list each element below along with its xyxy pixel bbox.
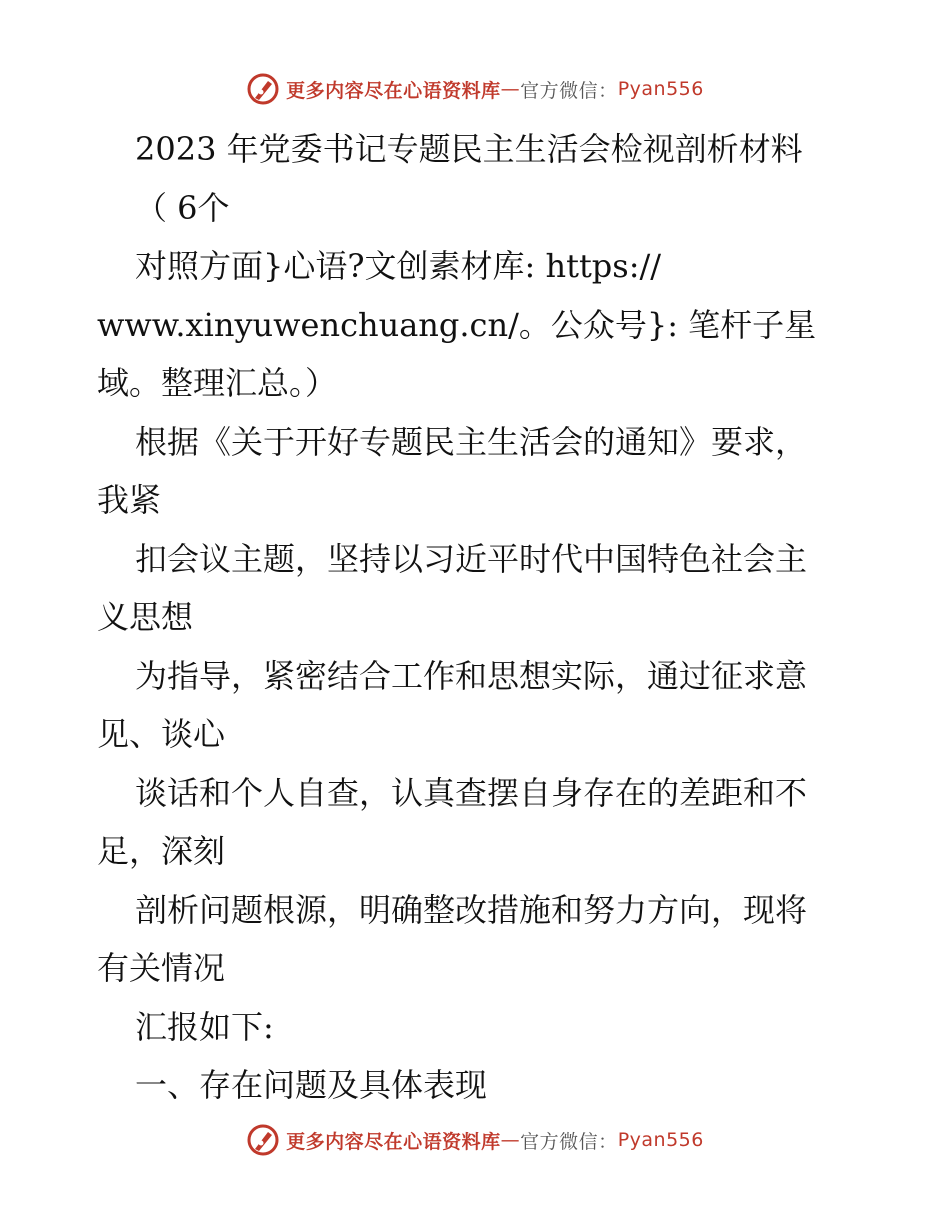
text-line: 足，深刻 <box>97 832 226 870</box>
text-line: 见、谈心 <box>97 715 226 753</box>
text-line: 我紧 <box>97 481 162 519</box>
text-line: 谈话和个人自查，认真查摆自身存在的差距和不 <box>135 773 808 812</box>
watermark-dash: — <box>500 1129 521 1151</box>
watermark-dash: — <box>500 78 521 100</box>
text-line: 义思想 <box>97 598 194 636</box>
text-line: 域。整理汇总。） <box>97 364 338 402</box>
watermark-main-text: 更多内容尽在心语资料库 <box>286 79 501 102</box>
text-line: 为指导，紧密结合工作和思想实际，通过征求意 <box>135 656 808 695</box>
pen-logo-icon <box>246 1123 280 1157</box>
document-title: 2023 年党委书记专题民主生活会检视剖析材料 <box>135 130 803 168</box>
document-body <box>97 120 897 1115</box>
text-line: （ 6个 <box>135 188 230 227</box>
text-line: 汇报如下: <box>135 1007 274 1046</box>
watermark-main-text: 更多内容尽在心语资料库 <box>286 1130 501 1153</box>
watermark-wechat-id: Pyan556 <box>617 78 704 100</box>
watermark-wechat-id: Pyan556 <box>617 1129 704 1151</box>
text-line: 对照方面}心语?文创素材库: https:// <box>135 247 662 285</box>
pen-logo-icon <box>246 72 280 106</box>
text-line: 剖析问题根源，明确整改措施和努力方向，现将 <box>135 890 808 929</box>
text-line: www.xinyuwenchuang.cn/。公众号}: 笔杆子星 <box>97 305 817 344</box>
text-line: 根据《关于开好专题民主生活会的通知》要求， <box>135 422 808 461</box>
section-heading: 一、存在问题及具体表现 <box>135 1066 488 1104</box>
watermark-label: 官方微信： <box>520 79 618 102</box>
text-line: 扣会议主题，坚持以习近平时代中国特色社会主 <box>135 539 808 578</box>
header-watermark <box>0 72 950 106</box>
watermark-label: 官方微信： <box>520 1130 618 1153</box>
text-line: 有关情况 <box>97 949 226 987</box>
footer-watermark <box>0 1123 950 1157</box>
